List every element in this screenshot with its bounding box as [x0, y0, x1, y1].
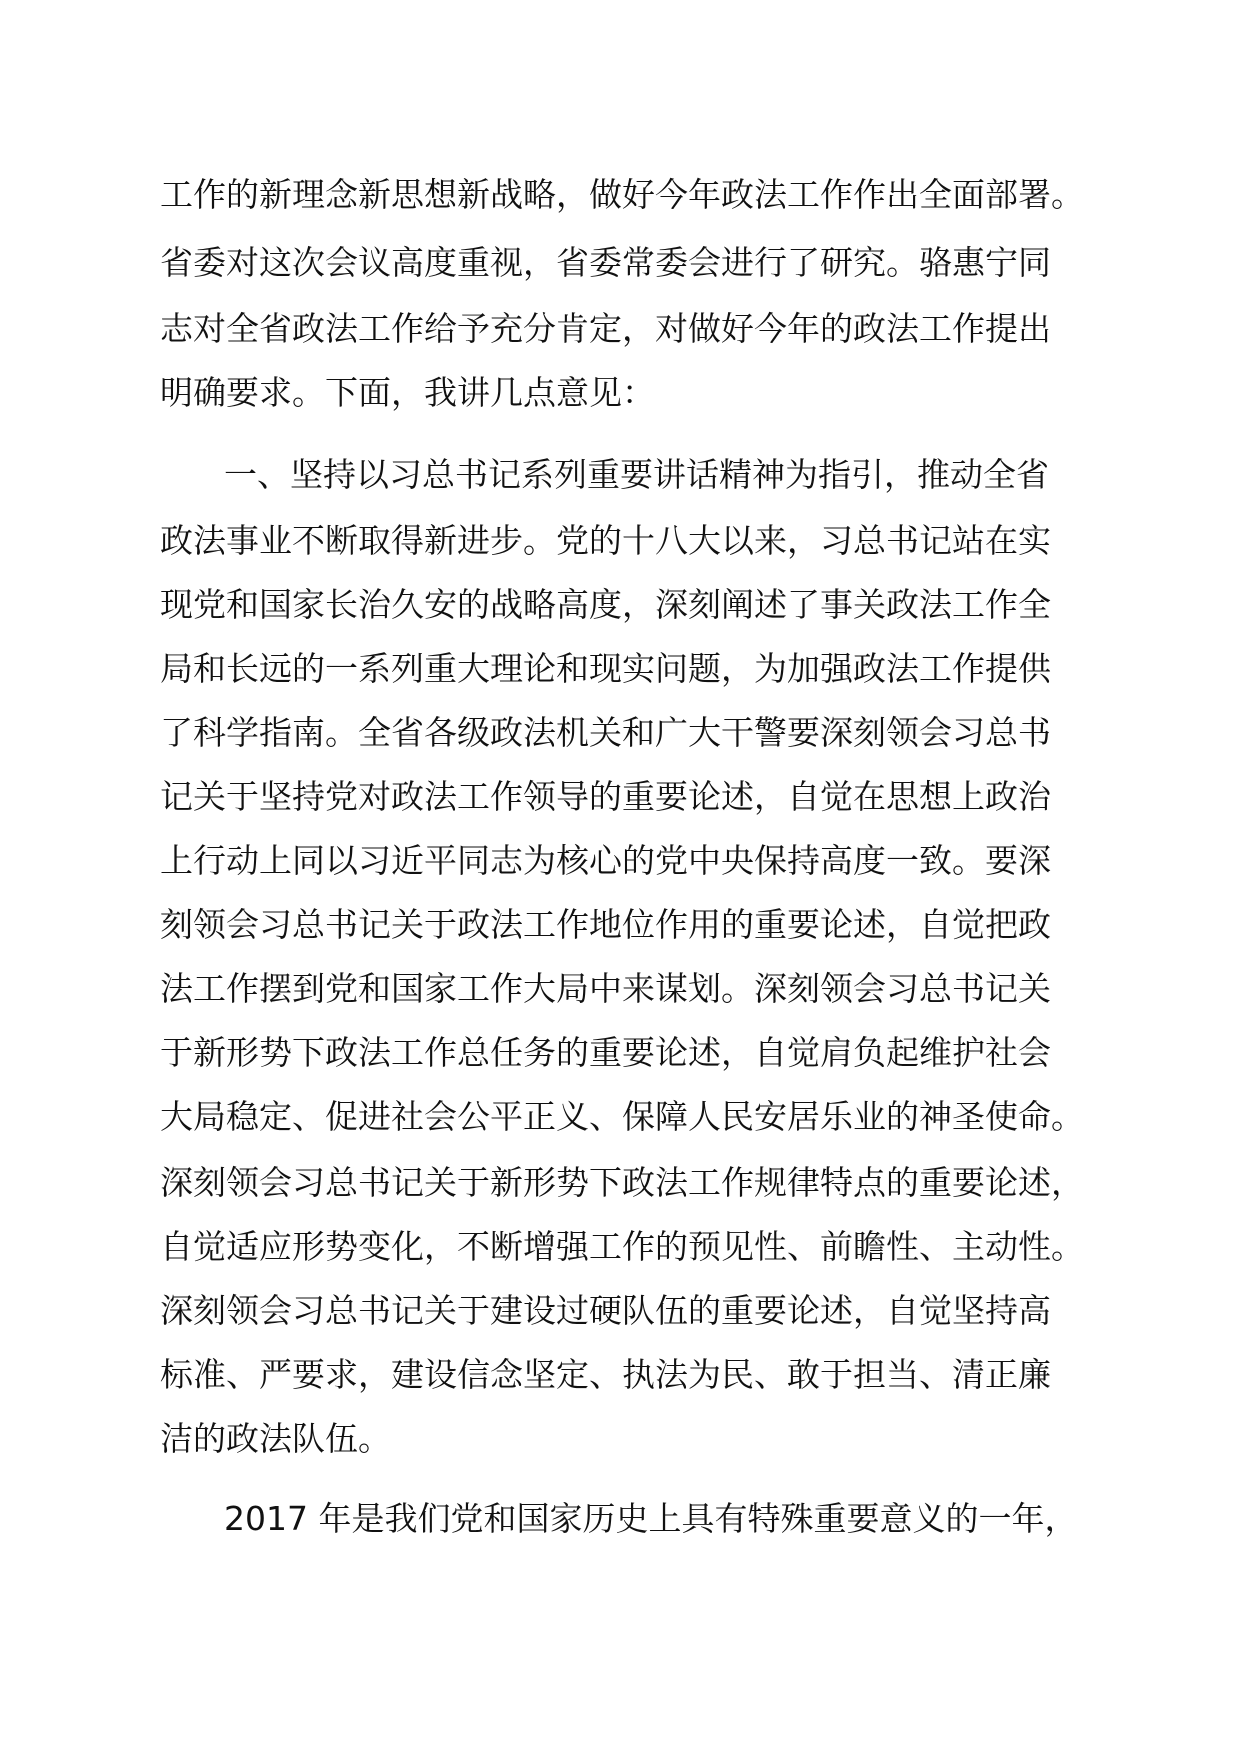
text-line: 深刻领会习总书记关于新形势下政法工作规律特点的重要论述，	[160, 1163, 1084, 1202]
text-line: 了科学指南。全省各级政法机关和广大干警要深刻领会习总书	[160, 713, 1051, 752]
text-line: 刻领会习总书记关于政法工作地位作用的重要论述，自觉把政	[160, 905, 1051, 944]
text-line: 志对全省政法工作给予充分肯定，对做好今年的政法工作提出	[160, 309, 1051, 348]
text-line: 深刻领会习总书记关于建设过硬队伍的重要论述，自觉坚持高	[160, 1291, 1051, 1330]
text-line: 法工作摆到党和国家工作大局中来谋划。深刻领会习总书记关	[160, 969, 1051, 1008]
paragraph-first-line: 2017 年是我们党和国家历史上具有特殊重要意义的一年，	[224, 1499, 1078, 1538]
text-line: 上行动上同以习近平同志为核心的党中央保持高度一致。要深	[160, 841, 1051, 880]
text-line: 于新形势下政法工作总任务的重要论述，自觉肩负起维护社会	[160, 1033, 1051, 1072]
text-line: 标准、严要求，建设信念坚定、执法为民、敢于担当、清正廉	[160, 1355, 1051, 1394]
text-line: 明确要求。下面，我讲几点意见：	[160, 373, 655, 412]
text-line: 自觉适应形势变化，不断增强工作的预见性、前瞻性、主动性。	[160, 1227, 1084, 1266]
text-line: 省委对这次会议高度重视，省委常委会进行了研究。骆惠宁同	[160, 243, 1051, 282]
paragraph-first-line: 一、坚持以习总书记系列重要讲话精神为指引，推动全省	[224, 455, 1049, 494]
text-line: 大局稳定、促进社会公平正义、保障人民安居乐业的神圣使命。	[160, 1097, 1084, 1136]
text-line: 现党和国家长治久安的战略高度，深刻阐述了事关政法工作全	[160, 585, 1051, 624]
text-line: 记关于坚持党对政法工作领导的重要论述，自觉在思想上政治	[160, 777, 1051, 816]
text-line: 洁的政法队伍。	[160, 1419, 391, 1458]
text-line: 局和长远的一系列重大理论和现实问题，为加强政法工作提供	[160, 649, 1051, 688]
text-line: 工作的新理念新思想新战略，做好今年政法工作作出全面部署。	[160, 175, 1084, 214]
text-line: 政法事业不断取得新进步。党的十八大以来，习总书记站在实	[160, 521, 1051, 560]
